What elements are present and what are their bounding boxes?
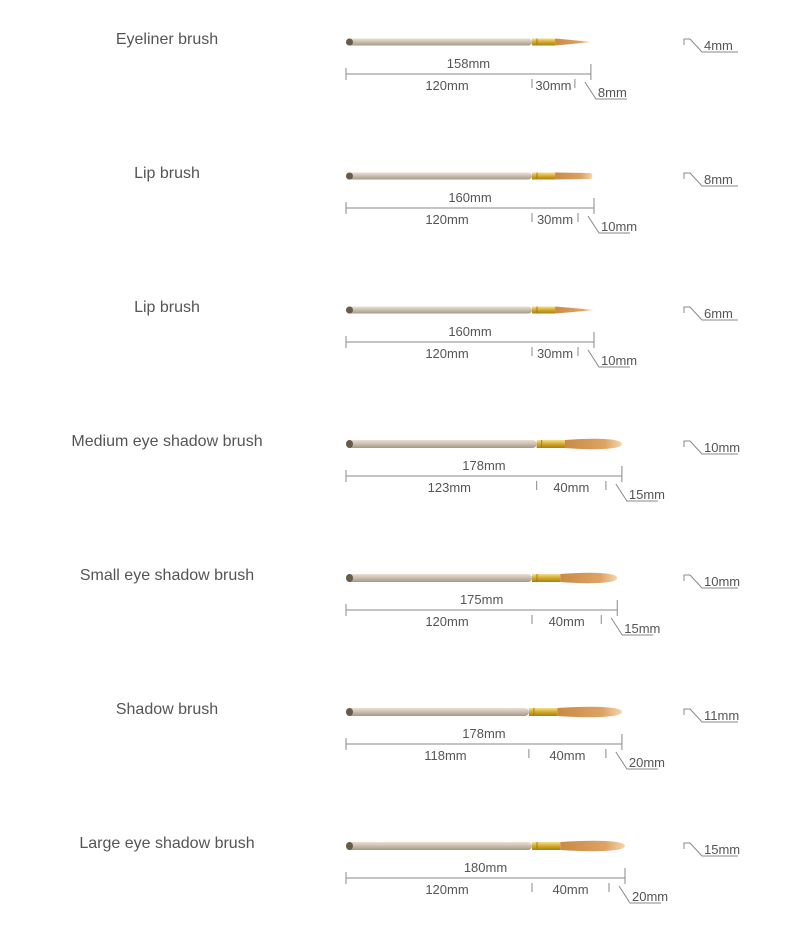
brush-ferrule [537, 440, 565, 448]
ferrule-length-label: 30mm [535, 78, 572, 93]
brush-ferrule [532, 173, 555, 180]
brush-hair [555, 173, 592, 180]
total-length-label: 180mm [463, 860, 508, 875]
brush-hair [560, 841, 625, 851]
brush-hair [557, 707, 622, 717]
hair-width-label: 4mm [704, 38, 733, 53]
ferrule-length-label: 30mm [536, 212, 574, 227]
brush-hair [555, 307, 594, 314]
handle-length-label: 120mm [425, 882, 469, 897]
hair-width-label: 6mm [704, 306, 733, 321]
hair-length-label: 20mm [628, 755, 666, 770]
hair-width-label: 8mm [704, 172, 733, 187]
brush-name: Eyeliner brush [115, 31, 219, 48]
brush-hair [560, 573, 617, 583]
ferrule-length-label: 40mm [548, 614, 585, 629]
brush-ferrule [532, 842, 560, 850]
hair-width-label: 10mm [704, 440, 741, 455]
ferrule-length-label: 40mm [549, 748, 586, 763]
brush-row [134, 299, 738, 368]
hair-width-label: 10mm [704, 574, 741, 589]
handle-end-cap [346, 708, 353, 716]
hair-length-label: 10mm [601, 219, 638, 234]
brush-name: Shadow brush [115, 701, 219, 718]
total-length-label: 175mm [459, 592, 504, 607]
handle-length-label: 120mm [425, 346, 469, 361]
hair-width-label: 15mm [704, 842, 741, 857]
brush-row [116, 31, 738, 100]
hair-length-label: 15mm [628, 487, 666, 502]
ferrule-length-label: 30mm [536, 346, 574, 361]
hair-length-label: 15mm [624, 621, 661, 636]
brush-hair [555, 39, 591, 46]
brush-row [134, 165, 738, 234]
total-length-label: 178mm [462, 458, 506, 473]
brush-handle [346, 842, 532, 850]
hair-length-label: 8mm [597, 85, 627, 100]
brush-name: Small eye shadow brush [79, 567, 255, 584]
brush-name: Lip brush [134, 299, 200, 316]
handle-end-cap [346, 39, 353, 46]
handle-length-label: 123mm [427, 480, 472, 495]
total-length-label: 160mm [448, 190, 492, 205]
handle-end-cap [346, 842, 353, 850]
handle-length-label: 118mm [424, 748, 467, 763]
brush-handle [346, 440, 537, 448]
brush-ferrule [532, 307, 555, 314]
brush-handle [346, 574, 532, 582]
handle-length-label: 120mm [425, 78, 469, 93]
brush-ferrule [532, 39, 555, 46]
brush-row [80, 567, 740, 636]
brush-row [71, 433, 740, 502]
brush-hair [565, 439, 622, 449]
handle-end-cap [346, 574, 353, 582]
ferrule-length-label: 40mm [552, 882, 589, 897]
brush-ferrule [529, 708, 557, 716]
brush-name: Medium eye shadow brush [71, 433, 263, 450]
brush-handle [346, 708, 529, 716]
hair-length-label: 10mm [601, 353, 638, 368]
total-length-label: 158mm [446, 56, 491, 71]
total-length-label: 160mm [448, 324, 492, 339]
hair-width-label: 11mm [704, 708, 740, 723]
ferrule-length-label: 40mm [553, 480, 590, 495]
brush-handle [346, 307, 532, 314]
handle-length-label: 120mm [425, 212, 469, 227]
brush-ferrule [532, 574, 560, 582]
handle-length-label: 120mm [425, 614, 469, 629]
brush-handle [346, 39, 532, 46]
brush-name: Lip brush [134, 165, 200, 182]
total-length-label: 178mm [462, 726, 506, 741]
brush-row [79, 835, 740, 904]
brush-name: Large eye shadow brush [79, 835, 255, 852]
handle-end-cap [346, 307, 353, 314]
brush-row [116, 701, 739, 770]
brush-handle [346, 173, 532, 180]
handle-end-cap [346, 440, 353, 448]
hair-length-label: 20mm [632, 889, 669, 904]
handle-end-cap [346, 173, 353, 180]
